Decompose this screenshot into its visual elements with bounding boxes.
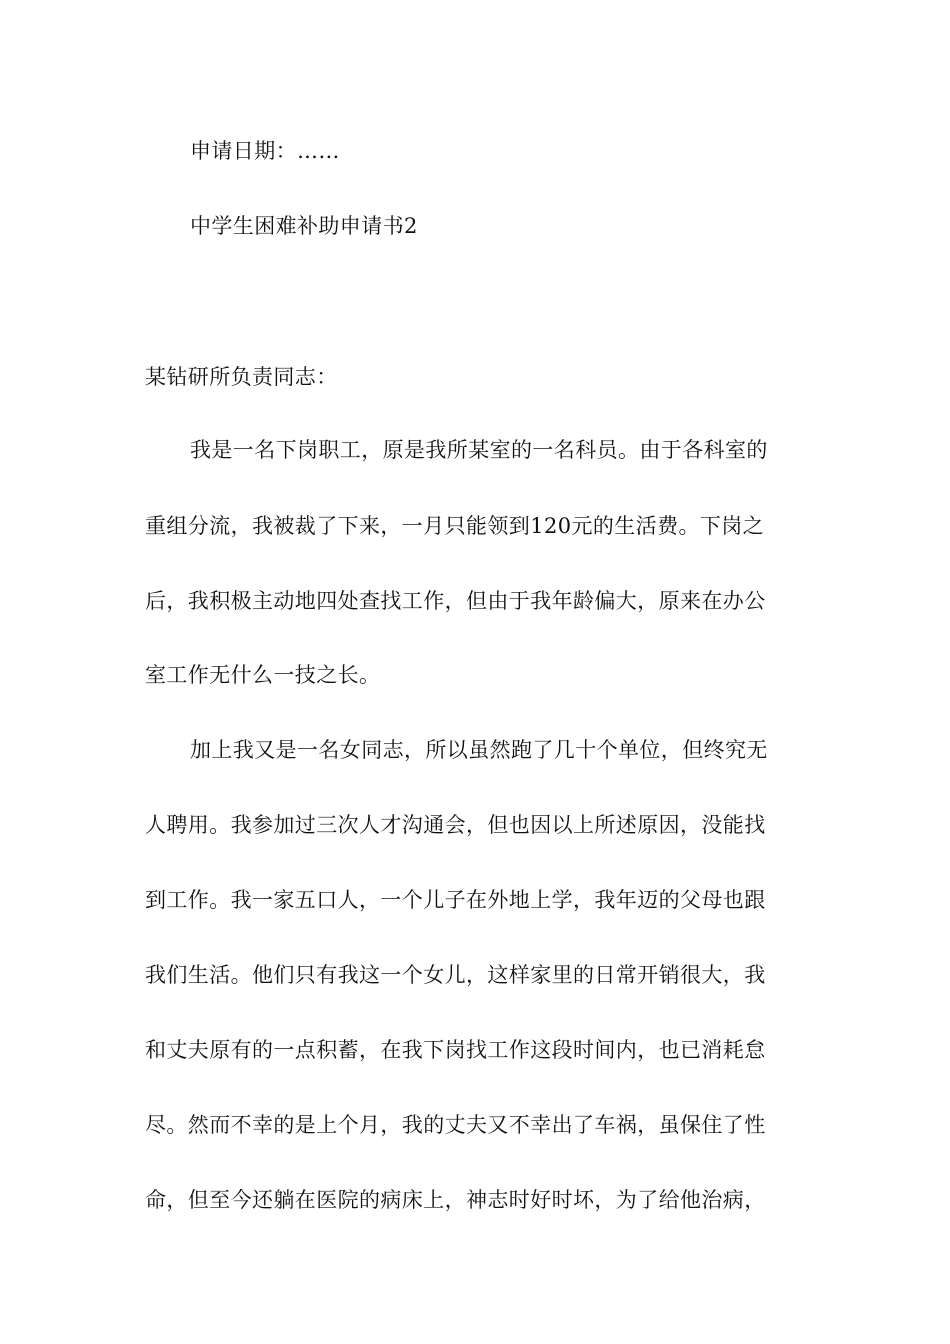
application-date: 申请日期：……: [190, 139, 340, 163]
paragraph-line: 加上我又是一名女同志，所以虽然跑了几十个单位，但终究无: [190, 738, 768, 762]
paragraph-line: 重组分流，我被裁了下来，一月只能领到120元的生活费。下岗之: [145, 514, 765, 538]
paragraph-line: 尽。然而不幸的是上个月，我的丈夫又不幸出了车祸，虽保住了性: [145, 1113, 766, 1137]
paragraph-line: 我是一名下岗职工，原是我所某室的一名科员。由于各科室的: [190, 438, 768, 462]
paragraph-line: 人聘用。我参加过三次人才沟通会，但也因以上所述原因，没能找: [145, 813, 766, 837]
paragraph-line: 和丈夫原有的一点积蓄，在我下岗找工作这段时间内，也已消耗怠: [145, 1038, 766, 1062]
paragraph-line: 命，但至今还躺在医院的病床上，神志时好时坏，为了给他治病，: [145, 1188, 766, 1212]
salutation: 某钻研所负责同志：: [145, 365, 338, 389]
paragraph-line: 室工作无什么一技之长。: [145, 663, 381, 687]
paragraph-line: 到工作。我一家五口人，一个儿子在外地上学，我年迈的父母也跟: [145, 888, 766, 912]
paragraph-line: 后，我积极主动地四处查找工作，但由于我年龄偏大，原来在办公: [145, 589, 766, 613]
paragraph-line: 我们生活。他们只有我这一个女儿，这样家里的日常开销很大，我: [145, 963, 766, 987]
document-title: 中学生困难补助申请书2: [190, 214, 418, 238]
